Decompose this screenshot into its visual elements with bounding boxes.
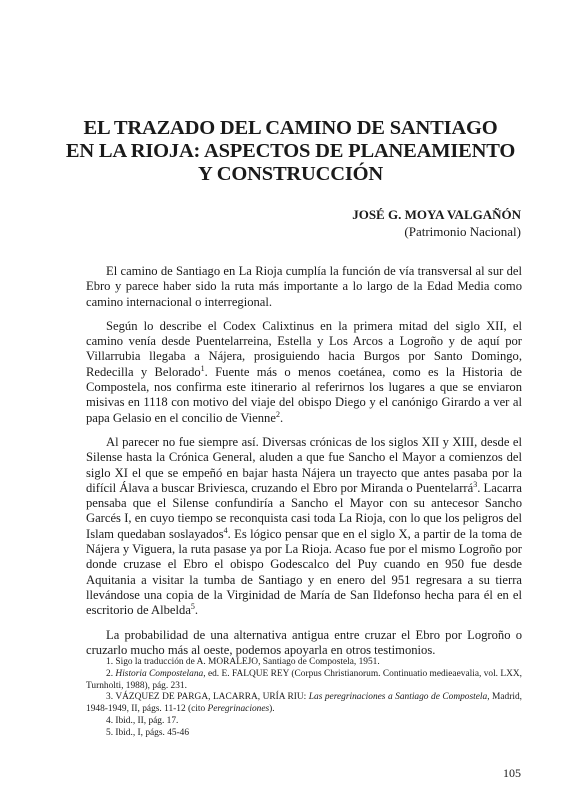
page-number: 105 <box>503 766 521 780</box>
paragraph-4: La probabilidad de una alternativa antigua entre cruzar el Ebro por Logroño o cruzarlo mucho más al oeste, podemos apoyarla en otros testimonios. <box>86 627 522 657</box>
paragraph-2-text-b: . Fuente más o menos coetánea, como es la Historia de Compostela, nos confirma este itinerario al referirnos los lugares a que se enviaron misivas en 1118 con motivo del viaje del obispo Diego y el canónigo Girardo a ver al papa Gelasio en el concilio de Vienne <box>86 364 522 425</box>
title-line-1: EL TRAZADO DEL CAMINO DE SANTIAGO <box>83 117 498 139</box>
footnote-ref-4: 4 <box>223 525 228 535</box>
footnote-ref-5: 5 <box>190 602 195 612</box>
article-title <box>60 117 521 186</box>
author-name: JOSÉ G. MOYA VALGAÑÓN <box>352 207 521 222</box>
footnote-3-title: Las peregrinaciones a Santiago de Compostela <box>308 692 488 703</box>
paragraph-1: El camino de Santiago en La Rioja cumplía la función de vía transversal al sur del Ebro y parece haber sido la ruta más importante a lo largo de la Edad Media como camino internacional o interregional. <box>86 264 522 309</box>
footnotes <box>86 657 522 740</box>
footnote-ref-1: 1 <box>200 363 205 373</box>
footnote-2-num: 2. <box>106 668 116 679</box>
paragraph-3 <box>86 435 522 619</box>
article-body <box>86 264 522 667</box>
footnote-2-title: Historia Compostelana <box>115 668 204 679</box>
paragraph-3-text-c: . Es lógico pensar que en el siglo X, a partir de la toma de Nájera y Viguera, la ruta pasase ya por La Rioja. Acaso fue por el mismo Logroño por donde cruzase el Ebro el obispo Godescalco del Puy cuando en 950 fue desde Aquitania a visitar la tumba de Santiago y en enero del 951 regresara a su tierra llevándose una copia de la Virginidad de María de San Ildefonso hecha para él en el escritorio de Albelda <box>86 526 522 618</box>
footnote-3-end: ). <box>269 704 275 715</box>
paragraph-3-text-d: . <box>194 603 199 618</box>
footnote-ref-2: 2 <box>275 409 280 419</box>
paragraph-2-text: Según lo describe el Codex Calixtinus en la primera mitad del siglo XII, el camino venía desde Puentelarreina, Estella y Los Arcos a Logroño y de aquí por Villarrubia llegaba a Nájera, prosiguiendo hacia Burgos por Santo Domingo, Redecilla y Belorado <box>86 318 522 379</box>
footnote-2 <box>86 669 522 693</box>
footnote-3-short: Peregrinaciones <box>207 704 270 715</box>
paragraph-3-text-a: Al parecer no fue siempre así. Diversas crónicas de los siglos XII y XIII, desde el Silense hasta la Crónica General, aluden a que fue Sancho el Mayor a comienzos del siglo XI el que se empeñó en bajar hasta Nájera un trayecto que antes pasaba por la difícil Álava a buscar Briviesca, cruzando el Ebro por Miranda o Puentelarrá <box>86 434 522 495</box>
paragraph-3-text-b: . Lacarra pensaba que el Silense confundiría a Sancho el Mayor con su antecesor Sancho Garcés I, en cuyo tiempo se reconquista casi toda La Rioja, con lo que los peligros del Islam quedaban soslayados <box>86 480 522 541</box>
title-line-3: Y CONSTRUCCIÓN <box>198 163 383 185</box>
title-line-2: EN LA RIOJA: ASPECTOS DE PLANEAMIENTO <box>65 140 516 162</box>
footnote-ref-3: 3 <box>473 479 478 489</box>
footnote-3 <box>86 692 522 716</box>
footnote-2-rest: , ed. E. FALQUE REY (Corpus Christianorum. Continuatio medieaevalia, vol. LXX, Turnholti, 1988), pág. 231. <box>86 668 523 691</box>
paragraph-2-text-c: . <box>279 410 284 425</box>
paragraph-2 <box>86 319 522 426</box>
footnote-5: 5. Ibid., I, págs. 45-46 <box>106 727 190 738</box>
footnote-1: 1. Sigo la traducción de A. MORALEJO, Santiago de Compostela, 1951. <box>106 657 380 667</box>
footnote-3-num: 3. VÁZQUEZ DE PARGA, LACARRA, URÍA RIU: <box>106 692 309 703</box>
footnote-3-rest: , Madrid, 1948-1949, II, págs. 11-12 (cito <box>86 692 522 715</box>
author-block <box>352 206 521 240</box>
footnote-4: 4. Ibid., II, pág. 17. <box>106 715 179 726</box>
author-institution: (Patrimonio Nacional) <box>404 224 521 239</box>
